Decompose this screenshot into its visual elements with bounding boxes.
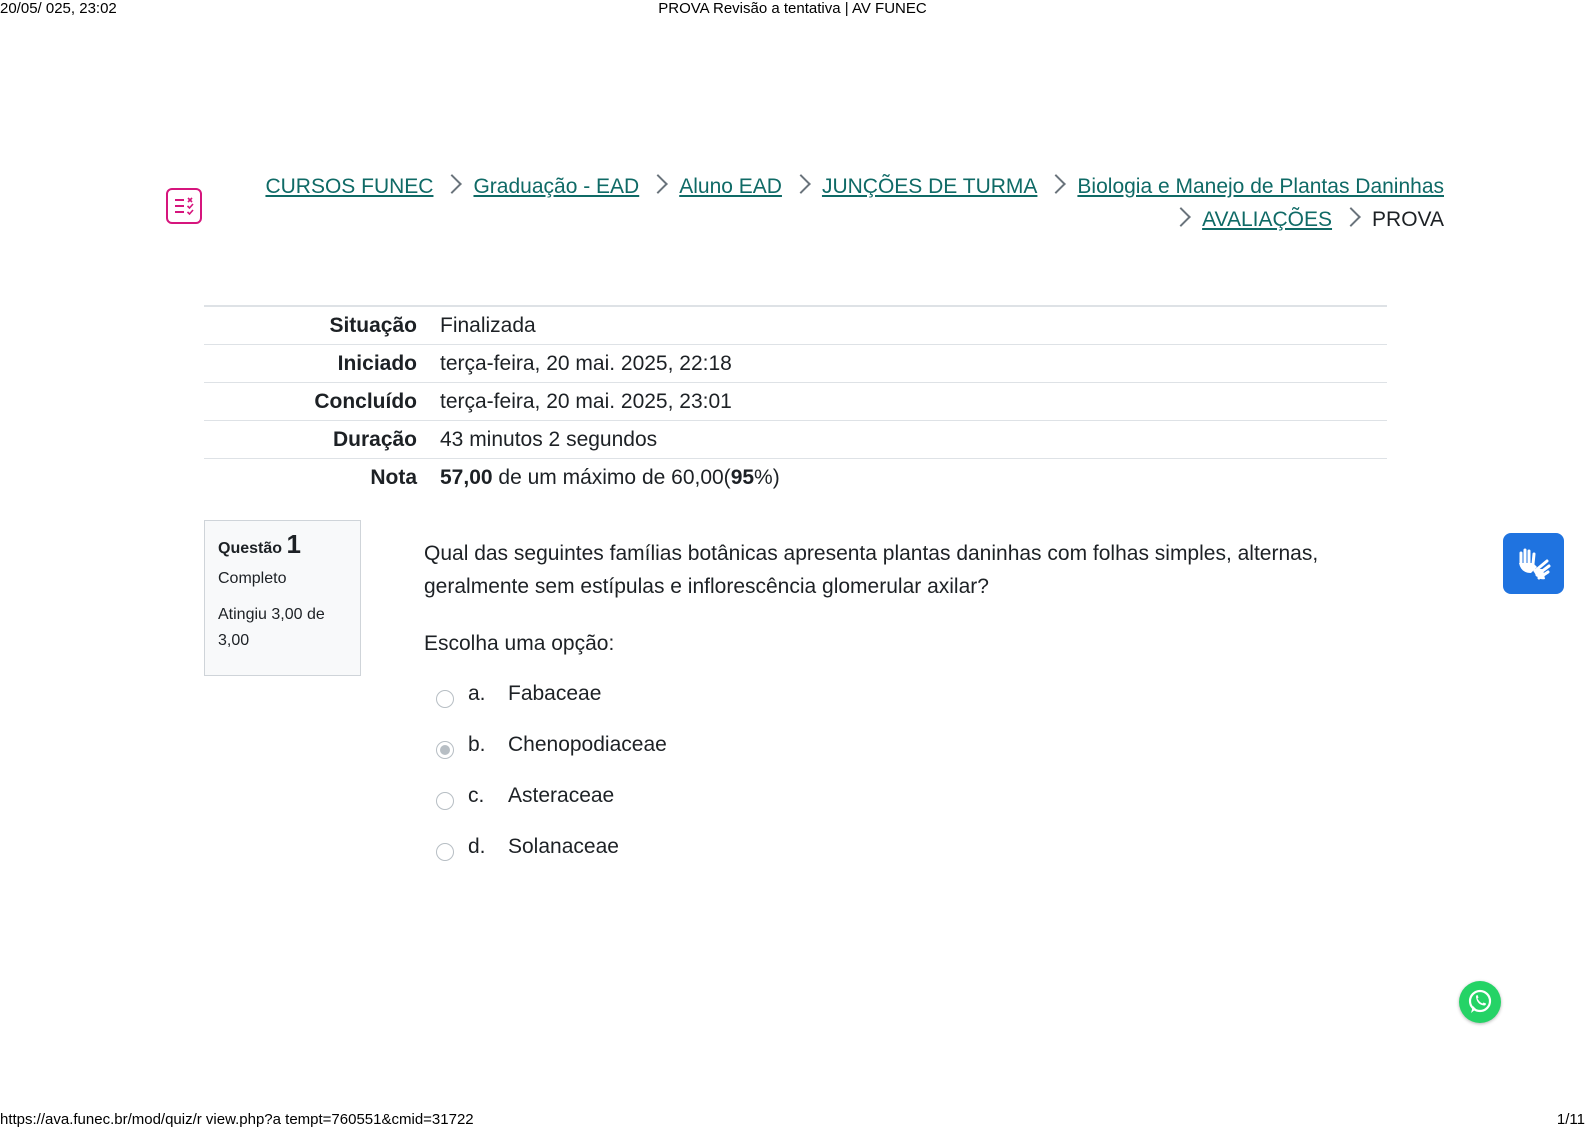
summary-value: terça-feira, 20 mai. 2025, 23:01 <box>440 389 732 413</box>
breadcrumb-current: PROVA <box>1372 208 1444 231</box>
summary-grade-value <box>417 459 1387 497</box>
grade-middle: de um máximo de 60,00( <box>492 465 731 489</box>
print-header <box>0 0 1585 18</box>
grade-score: 57,00 <box>440 465 493 489</box>
breadcrumb-aluno-ead[interactable]: Aluno EAD <box>679 175 782 198</box>
summary-label: Duração <box>332 427 417 451</box>
summary-row-grade <box>204 459 1387 497</box>
grade-suffix: %) <box>754 465 780 489</box>
summary-row-duration <box>204 421 1387 459</box>
chevron-right-icon <box>791 174 811 194</box>
summary-label: Iniciado <box>337 351 417 375</box>
summary-label: Concluído <box>314 389 417 413</box>
answer-text: Solanaceae <box>508 835 619 858</box>
answer-prompt: Escolha uma opção: <box>424 632 615 655</box>
answer-letter: d. <box>468 835 486 858</box>
summary-value: 43 minutos 2 segundos <box>440 427 658 451</box>
answer-text: Fabaceae <box>508 682 602 705</box>
chevron-right-icon <box>1171 207 1191 227</box>
question-grade: Atingiu 3,00 de 3,00 <box>218 606 325 649</box>
summary-value: terça-feira, 20 mai. 2025, 22:18 <box>440 351 732 375</box>
breadcrumb-juncoes-de-turma[interactable]: JUNÇÕES DE TURMA <box>821 175 1038 198</box>
question-info-box <box>204 520 361 676</box>
answer-letter: a. <box>468 682 486 705</box>
radio-button[interactable] <box>436 792 454 810</box>
sign-language-hands-icon[interactable] <box>1503 533 1564 594</box>
chevron-right-icon <box>1341 207 1361 227</box>
print-page-number: 1/11 <box>1556 1111 1585 1128</box>
summary-row-status <box>204 306 1387 345</box>
summary-label: Situação <box>329 313 417 337</box>
question-label: Questão <box>218 540 283 557</box>
answer-text: Asteraceae <box>508 784 615 807</box>
print-datetime: 20/05/ 025, 23:02 <box>0 0 117 17</box>
breadcrumb-avaliacoes[interactable]: AVALIAÇÕES <box>1202 208 1333 231</box>
radio-button[interactable] <box>436 843 454 861</box>
question-text: Qual das seguintes famílias botânicas apresenta plantas daninhas com folhas simples, alternas, geralmente sem estípulas e inflorescência glomerular axilar? <box>424 542 1319 598</box>
summary-row-started <box>204 345 1387 383</box>
answer-text: Chenopodiaceae <box>508 733 667 756</box>
summary-value: Finalizada <box>440 313 536 337</box>
quiz-list-icon <box>166 188 202 224</box>
radio-button-selected[interactable] <box>436 741 454 759</box>
grade-percent: 95 <box>730 465 755 489</box>
breadcrumb-graduacao-ead[interactable]: Graduação - EAD <box>473 175 640 198</box>
breadcrumb-cursos-funec[interactable]: CURSOS FUNEC <box>265 175 434 198</box>
question-state: Completo <box>218 570 287 587</box>
breadcrumb <box>230 170 1444 236</box>
print-footer <box>0 1111 1585 1129</box>
chevron-right-icon <box>1047 174 1067 194</box>
print-title: PROVA Revisão a tentativa | AV FUNEC <box>658 0 927 17</box>
whatsapp-icon[interactable] <box>1459 981 1501 1023</box>
question-number: 1 <box>286 529 301 559</box>
attempt-summary-table <box>204 305 1387 496</box>
answer-letter: c. <box>468 784 485 807</box>
radio-button[interactable] <box>436 690 454 708</box>
chevron-right-icon <box>648 174 668 194</box>
answer-letter: b. <box>468 733 486 756</box>
summary-row-completed <box>204 383 1387 421</box>
chevron-right-icon <box>443 174 463 194</box>
print-url: https://ava.funec.br/mod/quiz/r view.php?a tempt=760551&cmid=31722 <box>0 1111 474 1128</box>
breadcrumb-course[interactable]: Biologia e Manejo de Plantas Daninhas <box>1077 175 1444 198</box>
summary-label: Nota <box>370 465 417 489</box>
